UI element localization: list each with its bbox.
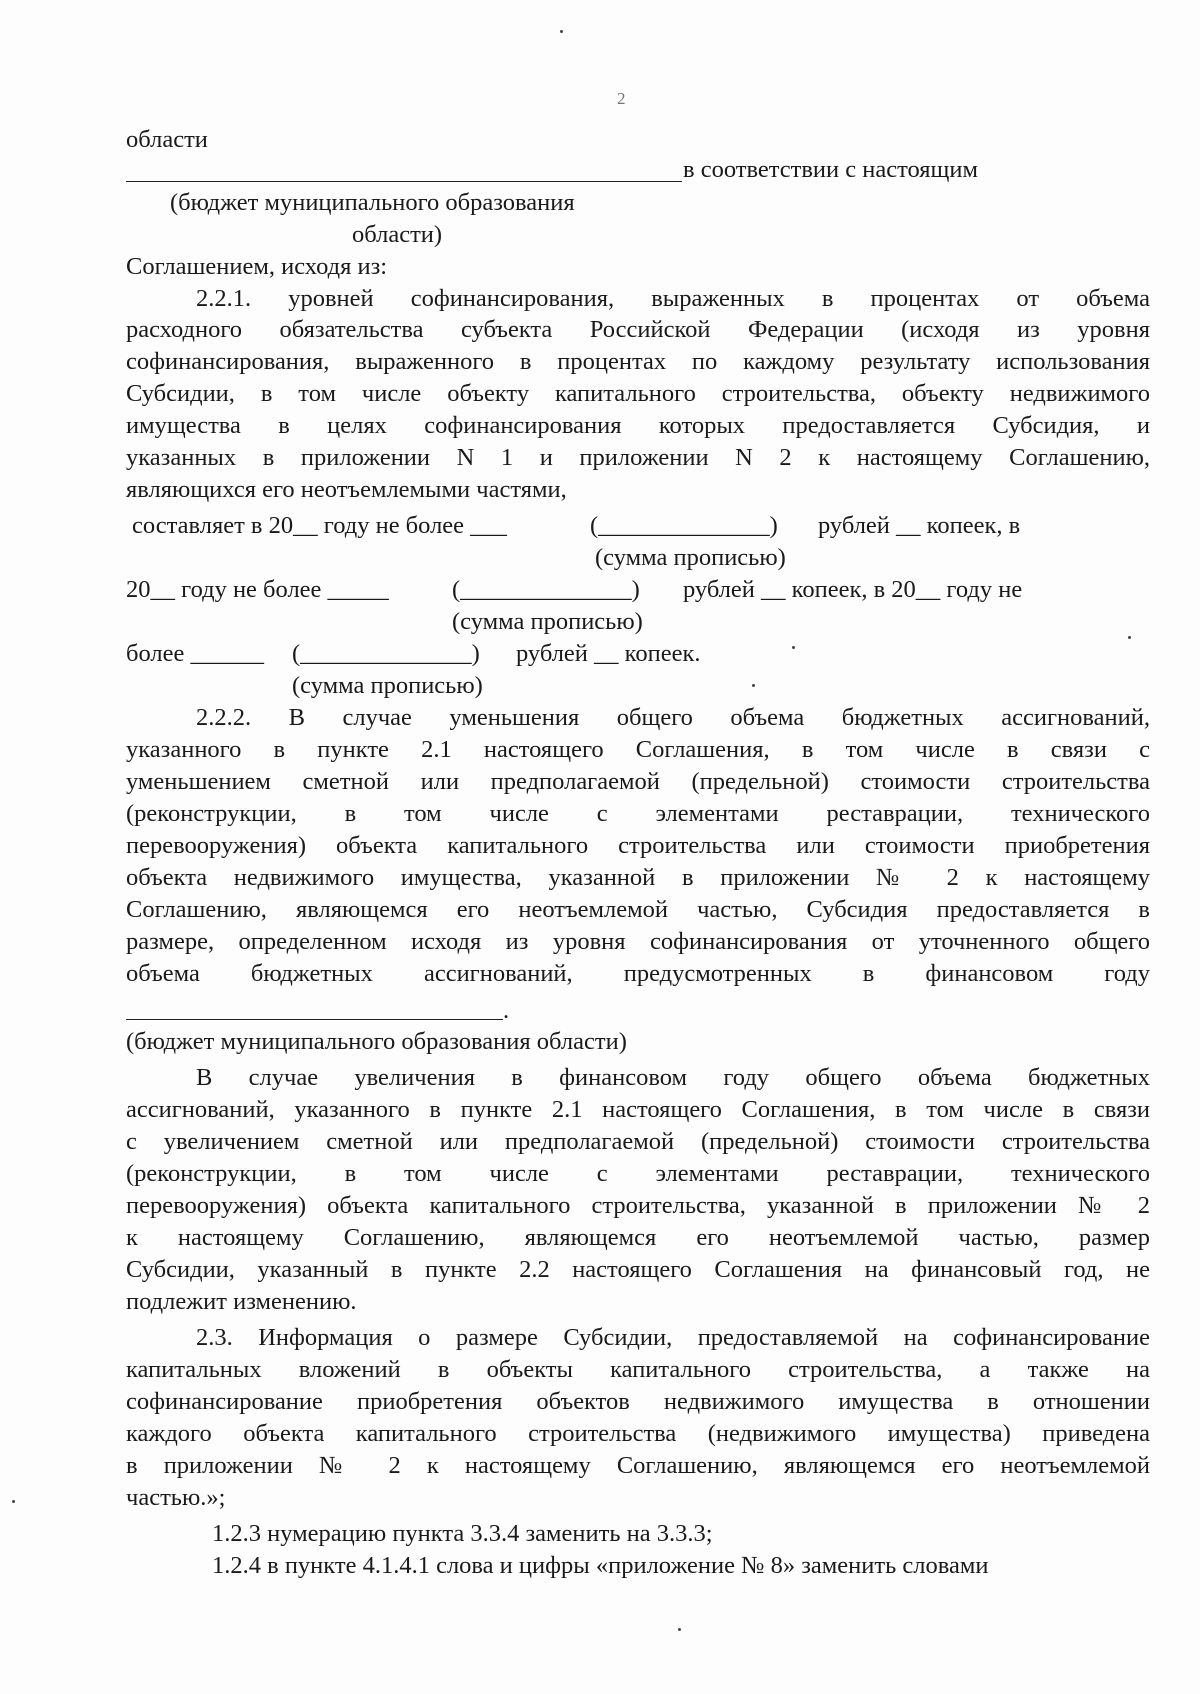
scan-speck	[560, 30, 563, 33]
line-agreement-basis: Соглашением, исходя из:	[126, 253, 388, 280]
p222-line-5: перевооружения) объекта капитального строительства или стоимости приобретения	[126, 832, 1150, 859]
p221-line-6: указанных в приложении N 1 и приложении N 2 к настоящему Соглашению,	[126, 444, 1150, 471]
pinc-line-6: к настоящему Соглашению, являющемся его неотъемлемой частью, размер	[126, 1224, 1150, 1251]
p222-line-8: размере, определенном исходя из уровня софинансирования от уточненного общего	[126, 928, 1150, 955]
caption-budget-oblasti: (бюджет муниципального образования области)	[126, 1028, 627, 1055]
sum-caption-2: (сумма прописью)	[452, 608, 643, 635]
pinc-line-4: (реконструкции, в том числе с элементами реставрации, технического	[126, 1160, 1150, 1187]
p23-line-6: частью.»;	[126, 1484, 226, 1511]
p222-line-3: уменьшением сметной или предполагаемой (предельной) стоимости строительства	[126, 768, 1150, 795]
sum-line-3-amount: (______________)	[292, 640, 480, 667]
sum-caption-1: (сумма прописью)	[595, 544, 786, 571]
p221-line-3: софинансирования, выраженного в процентах по каждому результату использования	[126, 348, 1150, 375]
p222-line-9: объема бюджетных ассигнований, предусмотренных в финансовом году	[126, 960, 1150, 987]
p23-line-2: капитальных вложений в объекты капитального строительства, а также на	[126, 1356, 1150, 1383]
p222-line-4: (реконструкции, в том числе с элементами реставрации, технического	[126, 800, 1150, 827]
line-oblasti: области	[126, 126, 208, 153]
p23-line-5: в приложении № 2 к настоящему Соглашению, являющемся его неотъемлемой	[126, 1452, 1150, 1479]
p221-line-7: являющихся его неотъемлемыми частями,	[126, 476, 567, 503]
scan-speck	[12, 1500, 15, 1503]
pinc-line-2: ассигнований, указанного в пункте 2.1 настоящего Соглашения, в том числе в связи	[126, 1096, 1150, 1123]
sum-line-2-rubles: рублей __ копеек, в 20__ году не	[683, 576, 1023, 603]
scan-speck	[1128, 636, 1131, 639]
pinc-line-8: подлежит изменению.	[126, 1288, 357, 1315]
page-number: 2	[617, 89, 626, 108]
item-1-2-3: 1.2.3 нумерацию пункта 3.3.4 заменить на 3.3.3;	[212, 1520, 713, 1547]
budget-blank-line	[126, 181, 682, 182]
caption-oblasti: области)	[352, 221, 443, 248]
period-mark: .	[503, 997, 510, 1024]
sum-line-3: более ______	[126, 640, 264, 667]
sum-line-1-amount: (______________)	[590, 512, 778, 539]
scan-speck	[792, 646, 795, 649]
sum-line-1-rubles: рублей __ копеек, в	[818, 512, 1021, 539]
caption-budget: (бюджет муниципального образования	[170, 189, 575, 216]
p23-line-1: 2.3. Информация о размере Субсидии, предоставляемой на софинансирование	[196, 1324, 1150, 1351]
pinc-line-3: с увеличением сметной или предполагаемой (предельной) стоимости строительства	[126, 1128, 1150, 1155]
pinc-line-1: В случае увеличения в финансовом году общего объема бюджетных	[196, 1064, 1150, 1091]
pinc-line-7: Субсидии, указанный в пункте 2.2 настоящего Соглашения на финансовый год, не	[126, 1256, 1150, 1283]
pinc-line-5: перевооружения) объекта капитального строительства, указанной в приложении № 2	[126, 1192, 1150, 1219]
p222-line-6: объекта недвижимого имущества, указанной в приложении № 2 к настоящему	[126, 864, 1150, 891]
line-in-accordance: в соответствии с настоящим	[683, 156, 979, 183]
sum-line-2: 20__ году не более _____	[126, 576, 389, 603]
item-1-2-4: 1.2.4 в пункте 4.1.4.1 слова и цифры «приложение № 8» заменить словами	[212, 1552, 989, 1579]
p222-line-1: 2.2.2. В случае уменьшения общего объема бюджетных ассигнований,	[196, 704, 1150, 731]
sum-line-1: составляет в 20__ году не более ___	[132, 512, 507, 539]
sum-line-2-amount: (______________)	[452, 576, 640, 603]
p221-line-4: Субсидии, в том числе объекту капитального строительства, объекту недвижимого	[126, 380, 1150, 407]
scan-speck	[752, 684, 755, 687]
p222-line-2: указанного в пункте 2.1 настоящего Соглашения, в том числе в связи с	[126, 736, 1150, 763]
p221-line-5: имущества в целях софинансирования которых предоставляется Субсидия, и	[126, 412, 1150, 439]
p222-line-7: Соглашению, являющемся его неотъемлемой частью, Субсидия предоставляется в	[126, 896, 1150, 923]
fiscal-year-blank-line	[126, 1019, 503, 1020]
sum-caption-3: (сумма прописью)	[292, 672, 483, 699]
scan-speck	[678, 1628, 681, 1631]
p221-line-2: расходного обязательства субъекта Российской Федерации (исходя из уровня	[126, 316, 1150, 343]
p23-line-4: каждого объекта капитального строительства (недвижимого имущества) приведена	[126, 1420, 1150, 1447]
p221-line-1: 2.2.1. уровней софинансирования, выраженных в процентах от объема	[196, 285, 1150, 312]
sum-line-3-rubles: рублей __ копеек.	[516, 640, 701, 667]
p23-line-3: софинансирование приобретения объектов недвижимого имущества в отношении	[126, 1388, 1150, 1415]
